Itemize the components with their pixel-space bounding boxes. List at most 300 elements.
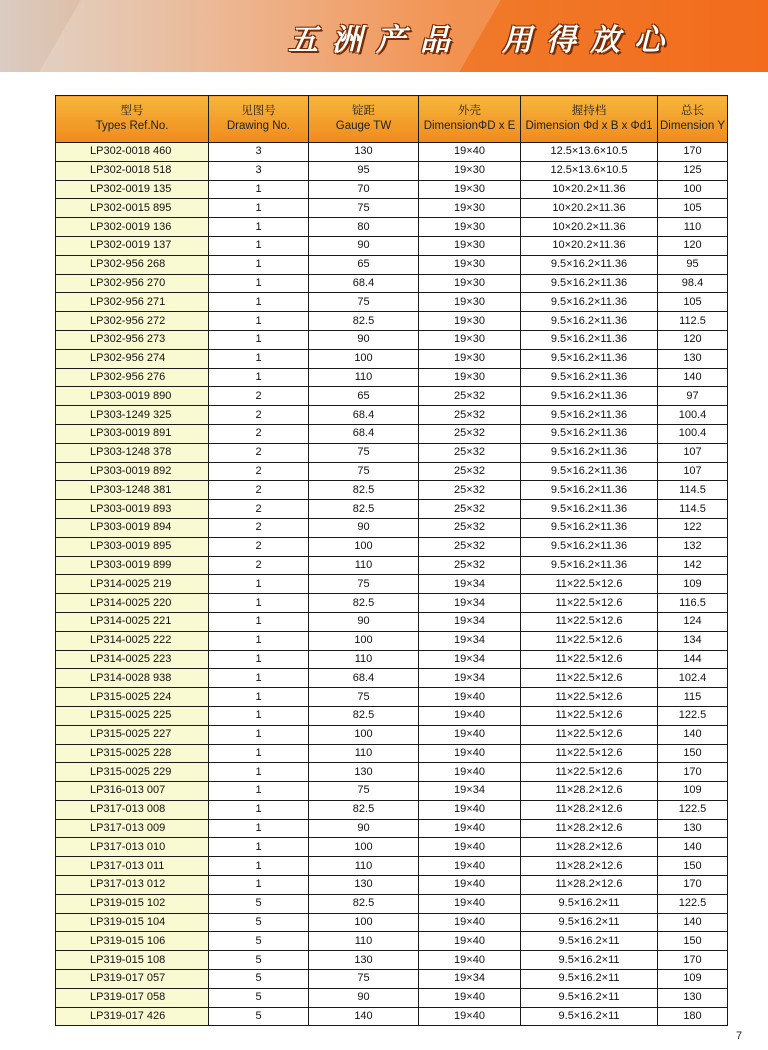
type-ref-cell: LP314-0025 222 xyxy=(56,631,209,650)
grip-dimension-cell: 11×22.5×12.6 xyxy=(521,594,658,613)
total-length-cell: 150 xyxy=(658,857,728,876)
table-row xyxy=(56,537,728,556)
drawing-no-cell: 5 xyxy=(209,913,309,932)
table-row xyxy=(56,876,728,895)
slogan-char: 放 xyxy=(590,23,620,58)
casing-dimension-cell: 19×30 xyxy=(419,312,521,331)
total-length-cell: 100 xyxy=(658,180,728,199)
drawing-no-cell: 5 xyxy=(209,1007,309,1026)
casing-dimension-cell: 19×40 xyxy=(419,988,521,1007)
grip-dimension-cell: 9.5×16.2×11 xyxy=(521,1007,658,1026)
total-length-cell: 130 xyxy=(658,349,728,368)
casing-dimension-cell: 19×30 xyxy=(419,274,521,293)
grip-dimension-cell: 9.5×16.2×11.36 xyxy=(521,330,658,349)
type-ref-cell: LP315-0025 224 xyxy=(56,688,209,707)
grip-dimension-cell: 9.5×16.2×11 xyxy=(521,970,658,989)
drawing-no-cell: 2 xyxy=(209,481,309,500)
type-ref-cell: LP317-013 011 xyxy=(56,857,209,876)
casing-dimension-cell: 25×32 xyxy=(419,556,521,575)
table-row xyxy=(56,556,728,575)
gauge-cell: 90 xyxy=(309,330,419,349)
drawing-no-cell: 1 xyxy=(209,876,309,895)
grip-dimension-cell: 11×22.5×12.6 xyxy=(521,612,658,631)
table-row xyxy=(56,218,728,237)
casing-dimension-cell: 25×32 xyxy=(419,481,521,500)
header-label-en: DimensionΦD x E xyxy=(423,120,516,132)
type-ref-cell: LP303-1248 381 xyxy=(56,481,209,500)
gauge-cell: 82.5 xyxy=(309,800,419,819)
total-length-cell: 102.4 xyxy=(658,669,728,688)
total-length-cell: 140 xyxy=(658,913,728,932)
gauge-cell: 75 xyxy=(309,688,419,707)
total-length-cell: 109 xyxy=(658,970,728,989)
grip-dimension-cell: 9.5×16.2×11.36 xyxy=(521,255,658,274)
casing-dimension-cell: 19×40 xyxy=(419,1007,521,1026)
total-length-cell: 180 xyxy=(658,1007,728,1026)
grip-dimension-cell: 10×20.2×11.36 xyxy=(521,218,658,237)
drawing-no-cell: 5 xyxy=(209,932,309,951)
table-row xyxy=(56,368,728,387)
type-ref-cell: LP317-013 010 xyxy=(56,838,209,857)
table-row xyxy=(56,688,728,707)
total-length-cell: 105 xyxy=(658,293,728,312)
type-ref-cell: LP319-015 104 xyxy=(56,913,209,932)
grip-dimension-cell: 9.5×16.2×11 xyxy=(521,913,658,932)
grip-dimension-cell: 11×28.2×12.6 xyxy=(521,838,658,857)
slogan-char: 产 xyxy=(376,23,406,58)
grip-dimension-cell: 10×20.2×11.36 xyxy=(521,236,658,255)
type-ref-cell: LP303-0019 892 xyxy=(56,462,209,481)
gauge-cell: 68.4 xyxy=(309,274,419,293)
drawing-no-cell: 1 xyxy=(209,594,309,613)
casing-dimension-cell: 19×40 xyxy=(419,763,521,782)
drawing-no-cell: 1 xyxy=(209,857,309,876)
grip-dimension-cell: 9.5×16.2×11.36 xyxy=(521,312,658,331)
casing-dimension-cell: 19×40 xyxy=(419,819,521,838)
table-row xyxy=(56,650,728,669)
table-row xyxy=(56,406,728,425)
table-row xyxy=(56,631,728,650)
gauge-cell: 75 xyxy=(309,293,419,312)
table-row xyxy=(56,199,728,218)
drawing-no-cell: 1 xyxy=(209,236,309,255)
casing-dimension-cell: 25×32 xyxy=(419,406,521,425)
drawing-no-cell: 3 xyxy=(209,143,309,162)
drawing-no-cell: 1 xyxy=(209,688,309,707)
drawing-no-cell: 2 xyxy=(209,556,309,575)
casing-dimension-cell: 19×30 xyxy=(419,161,521,180)
table-row xyxy=(56,330,728,349)
total-length-cell: 107 xyxy=(658,443,728,462)
casing-dimension-cell: 19×34 xyxy=(419,594,521,613)
drawing-no-cell: 1 xyxy=(209,725,309,744)
type-ref-cell: LP314-0025 223 xyxy=(56,650,209,669)
table-row xyxy=(56,951,728,970)
table-row xyxy=(56,725,728,744)
total-length-cell: 122 xyxy=(658,518,728,537)
total-length-cell: 97 xyxy=(658,387,728,406)
casing-dimension-cell: 19×40 xyxy=(419,143,521,162)
casing-dimension-cell: 19×40 xyxy=(419,876,521,895)
table-row xyxy=(56,312,728,331)
grip-dimension-cell: 11×22.5×12.6 xyxy=(521,725,658,744)
slogan-char: 五 xyxy=(288,23,318,58)
drawing-no-cell: 1 xyxy=(209,706,309,725)
total-length-cell: 120 xyxy=(658,236,728,255)
grip-dimension-cell: 9.5×16.2×11.36 xyxy=(521,293,658,312)
total-length-cell: 150 xyxy=(658,744,728,763)
casing-dimension-cell: 19×34 xyxy=(419,631,521,650)
header-label-en: Drawing No. xyxy=(226,120,291,132)
gauge-cell: 75 xyxy=(309,575,419,594)
type-ref-cell: LP319-015 108 xyxy=(56,951,209,970)
table-row xyxy=(56,161,728,180)
drawing-no-cell: 2 xyxy=(209,424,309,443)
type-ref-cell: LP315-0025 228 xyxy=(56,744,209,763)
grip-dimension-cell: 9.5×16.2×11.36 xyxy=(521,481,658,500)
drawing-no-cell: 2 xyxy=(209,462,309,481)
total-length-cell: 107 xyxy=(658,462,728,481)
total-length-cell: 116.5 xyxy=(658,594,728,613)
total-length-cell: 125 xyxy=(658,161,728,180)
total-length-cell: 170 xyxy=(658,876,728,895)
drawing-no-cell: 1 xyxy=(209,575,309,594)
gauge-cell: 90 xyxy=(309,612,419,631)
grip-dimension-cell: 11×22.5×12.6 xyxy=(521,763,658,782)
total-length-cell: 124 xyxy=(658,612,728,631)
total-length-cell: 120 xyxy=(658,330,728,349)
total-length-cell: 170 xyxy=(658,951,728,970)
casing-dimension-cell: 19×34 xyxy=(419,970,521,989)
casing-dimension-cell: 19×34 xyxy=(419,782,521,801)
type-ref-cell: LP302-956 271 xyxy=(56,293,209,312)
type-ref-cell: LP303-0019 894 xyxy=(56,518,209,537)
drawing-no-cell: 2 xyxy=(209,537,309,556)
type-ref-cell: LP303-1249 325 xyxy=(56,406,209,425)
grip-dimension-cell: 11×22.5×12.6 xyxy=(521,706,658,725)
drawing-no-cell: 1 xyxy=(209,631,309,650)
header-banner xyxy=(0,0,768,72)
casing-dimension-cell: 19×34 xyxy=(419,612,521,631)
table-row xyxy=(56,143,728,162)
gauge-cell: 110 xyxy=(309,857,419,876)
table-row xyxy=(56,763,728,782)
drawing-no-cell: 5 xyxy=(209,894,309,913)
total-length-cell: 122.5 xyxy=(658,706,728,725)
header-label-en: Types Ref.No. xyxy=(95,120,169,132)
table-row xyxy=(56,612,728,631)
total-length-cell: 134 xyxy=(658,631,728,650)
drawing-no-cell: 1 xyxy=(209,763,309,782)
casing-dimension-cell: 19×40 xyxy=(419,838,521,857)
type-ref-cell: LP303-0019 890 xyxy=(56,387,209,406)
total-length-cell: 142 xyxy=(658,556,728,575)
gauge-cell: 90 xyxy=(309,819,419,838)
grip-dimension-header xyxy=(521,96,658,143)
grip-dimension-cell: 9.5×16.2×11 xyxy=(521,932,658,951)
gauge-cell: 82.5 xyxy=(309,894,419,913)
drawing-no-cell: 2 xyxy=(209,443,309,462)
casing-dimension-cell: 25×32 xyxy=(419,443,521,462)
slogan-char: 品 xyxy=(420,23,450,58)
grip-dimension-cell: 11×22.5×12.6 xyxy=(521,744,658,763)
table-row xyxy=(56,800,728,819)
casing-dimension-cell: 19×40 xyxy=(419,857,521,876)
table-row xyxy=(56,782,728,801)
table-row xyxy=(56,293,728,312)
total-length-cell: 109 xyxy=(658,575,728,594)
gauge-cell: 82.5 xyxy=(309,312,419,331)
drawing-no-cell: 1 xyxy=(209,800,309,819)
drawing-no-cell: 1 xyxy=(209,199,309,218)
gauge-cell: 68.4 xyxy=(309,406,419,425)
total-length-cell: 150 xyxy=(658,932,728,951)
grip-dimension-cell: 9.5×16.2×11 xyxy=(521,894,658,913)
table-row xyxy=(56,857,728,876)
casing-dimension-cell: 19×40 xyxy=(419,951,521,970)
casing-dimension-cell: 19×40 xyxy=(419,913,521,932)
type-ref-cell: LP314-0025 221 xyxy=(56,612,209,631)
gauge-cell: 90 xyxy=(309,236,419,255)
total-length-cell: 100.4 xyxy=(658,424,728,443)
drawing-no-cell: 2 xyxy=(209,406,309,425)
type-ref-header xyxy=(56,96,209,143)
casing-dimension-cell: 19×30 xyxy=(419,180,521,199)
type-ref-cell: LP302-0018 460 xyxy=(56,143,209,162)
gauge-cell: 75 xyxy=(309,970,419,989)
header-label-cn: 握持档 xyxy=(571,105,607,117)
casing-dimension-cell: 19×40 xyxy=(419,894,521,913)
casing-dimension-cell: 19×30 xyxy=(419,349,521,368)
total-length-cell: 98.4 xyxy=(658,274,728,293)
drawing-no-cell: 1 xyxy=(209,612,309,631)
type-ref-cell: LP317-013 009 xyxy=(56,819,209,838)
total-length-cell: 140 xyxy=(658,838,728,857)
grip-dimension-cell: 11×22.5×12.6 xyxy=(521,669,658,688)
type-ref-cell: LP316-013 007 xyxy=(56,782,209,801)
casing-dimension-cell: 19×34 xyxy=(419,669,521,688)
total-length-header xyxy=(658,96,728,143)
slogan-char: 用 xyxy=(502,23,532,58)
casing-dimension-cell: 19×30 xyxy=(419,293,521,312)
casing-dimension-cell: 25×32 xyxy=(419,462,521,481)
casing-dimension-header xyxy=(419,96,521,143)
type-ref-cell: LP303-1248 378 xyxy=(56,443,209,462)
header-label-en: Dimension Y xyxy=(660,120,725,132)
casing-dimension-cell: 25×32 xyxy=(419,500,521,519)
total-length-cell: 140 xyxy=(658,368,728,387)
type-ref-cell: LP303-0019 895 xyxy=(56,537,209,556)
casing-dimension-cell: 19×40 xyxy=(419,725,521,744)
page-number: 7 xyxy=(736,1030,743,1042)
grip-dimension-cell: 9.5×16.2×11.36 xyxy=(521,537,658,556)
grip-dimension-cell: 11×22.5×12.6 xyxy=(521,575,658,594)
type-ref-cell: LP303-0019 893 xyxy=(56,500,209,519)
gauge-cell: 82.5 xyxy=(309,500,419,519)
grip-dimension-cell: 11×28.2×12.6 xyxy=(521,857,658,876)
type-ref-cell: LP302-0018 518 xyxy=(56,161,209,180)
casing-dimension-cell: 19×34 xyxy=(419,650,521,669)
type-ref-cell: LP317-013 008 xyxy=(56,800,209,819)
type-ref-cell: LP319-017 058 xyxy=(56,988,209,1007)
drawing-no-cell: 5 xyxy=(209,970,309,989)
drawing-no-cell: 1 xyxy=(209,744,309,763)
type-ref-cell: LP302-956 270 xyxy=(56,274,209,293)
type-ref-cell: LP319-015 102 xyxy=(56,894,209,913)
casing-dimension-cell: 19×30 xyxy=(419,218,521,237)
table-row xyxy=(56,424,728,443)
drawing-no-cell: 1 xyxy=(209,218,309,237)
table-row xyxy=(56,970,728,989)
drawing-no-cell: 1 xyxy=(209,368,309,387)
gauge-cell: 90 xyxy=(309,518,419,537)
casing-dimension-cell: 19×40 xyxy=(419,744,521,763)
table-row xyxy=(56,518,728,537)
table-row xyxy=(56,819,728,838)
type-ref-cell: LP317-013 012 xyxy=(56,876,209,895)
grip-dimension-cell: 9.5×16.2×11.36 xyxy=(521,443,658,462)
table-row xyxy=(56,894,728,913)
table-row xyxy=(56,236,728,255)
type-ref-cell: LP302-0019 135 xyxy=(56,180,209,199)
grip-dimension-cell: 11×28.2×12.6 xyxy=(521,876,658,895)
type-ref-cell: LP302-956 272 xyxy=(56,312,209,331)
casing-dimension-cell: 25×32 xyxy=(419,424,521,443)
total-length-cell: 144 xyxy=(658,650,728,669)
grip-dimension-cell: 9.5×16.2×11 xyxy=(521,988,658,1007)
table-row xyxy=(56,481,728,500)
table-row xyxy=(56,274,728,293)
spec-table xyxy=(55,95,728,1026)
grip-dimension-cell: 11×28.2×12.6 xyxy=(521,819,658,838)
type-ref-cell: LP315-0025 229 xyxy=(56,763,209,782)
grip-dimension-cell: 11×22.5×12.6 xyxy=(521,650,658,669)
casing-dimension-cell: 19×30 xyxy=(419,199,521,218)
casing-dimension-cell: 25×32 xyxy=(419,387,521,406)
gauge-cell: 75 xyxy=(309,443,419,462)
gauge-header xyxy=(309,96,419,143)
gauge-cell: 95 xyxy=(309,161,419,180)
grip-dimension-cell: 9.5×16.2×11.36 xyxy=(521,424,658,443)
drawing-no-cell: 1 xyxy=(209,819,309,838)
table-row xyxy=(56,180,728,199)
casing-dimension-cell: 19×30 xyxy=(419,255,521,274)
gauge-cell: 100 xyxy=(309,913,419,932)
casing-dimension-cell: 19×40 xyxy=(419,706,521,725)
table-header-row xyxy=(56,96,728,143)
table-row xyxy=(56,349,728,368)
grip-dimension-cell: 10×20.2×11.36 xyxy=(521,180,658,199)
table-row xyxy=(56,932,728,951)
total-length-cell: 100.4 xyxy=(658,406,728,425)
total-length-cell: 130 xyxy=(658,819,728,838)
grip-dimension-cell: 12.5×13.6×10.5 xyxy=(521,161,658,180)
table-body xyxy=(56,143,728,1026)
grip-dimension-cell: 10×20.2×11.36 xyxy=(521,199,658,218)
casing-dimension-cell: 19×30 xyxy=(419,368,521,387)
header-label-en: Dimension Φd x B x Φd1 xyxy=(525,120,653,132)
gauge-cell: 130 xyxy=(309,763,419,782)
type-ref-cell: LP302-0019 137 xyxy=(56,236,209,255)
table-row xyxy=(56,706,728,725)
table-row xyxy=(56,387,728,406)
drawing-no-cell: 5 xyxy=(209,988,309,1007)
drawing-no-cell: 3 xyxy=(209,161,309,180)
casing-dimension-cell: 19×40 xyxy=(419,932,521,951)
total-length-cell: 122.5 xyxy=(658,894,728,913)
total-length-cell: 132 xyxy=(658,537,728,556)
gauge-cell: 68.4 xyxy=(309,424,419,443)
gauge-cell: 140 xyxy=(309,1007,419,1026)
gauge-cell: 68.4 xyxy=(309,669,419,688)
gauge-cell: 82.5 xyxy=(309,481,419,500)
gauge-cell: 100 xyxy=(309,631,419,650)
drawing-no-cell: 1 xyxy=(209,669,309,688)
total-length-cell: 114.5 xyxy=(658,481,728,500)
type-ref-cell: LP315-0025 227 xyxy=(56,725,209,744)
gauge-cell: 82.5 xyxy=(309,594,419,613)
grip-dimension-cell: 9.5×16.2×11.36 xyxy=(521,387,658,406)
total-length-cell: 115 xyxy=(658,688,728,707)
gauge-cell: 110 xyxy=(309,932,419,951)
gauge-cell: 75 xyxy=(309,462,419,481)
slogan-char: 洲 xyxy=(332,23,362,58)
type-ref-cell: LP302-956 274 xyxy=(56,349,209,368)
grip-dimension-cell: 12.5×13.6×10.5 xyxy=(521,143,658,162)
grip-dimension-cell: 11×22.5×12.6 xyxy=(521,631,658,650)
table-row xyxy=(56,669,728,688)
table-row xyxy=(56,988,728,1007)
drawing-no-cell: 1 xyxy=(209,255,309,274)
table-row xyxy=(56,500,728,519)
casing-dimension-cell: 25×32 xyxy=(419,537,521,556)
gauge-cell: 75 xyxy=(309,199,419,218)
grip-dimension-cell: 9.5×16.2×11.36 xyxy=(521,518,658,537)
casing-dimension-cell: 19×40 xyxy=(419,688,521,707)
spec-table-container xyxy=(55,95,727,1026)
gauge-cell: 110 xyxy=(309,744,419,763)
slogan-char: 得 xyxy=(546,23,576,58)
type-ref-cell: LP314-0025 219 xyxy=(56,575,209,594)
type-ref-cell: LP303-0019 891 xyxy=(56,424,209,443)
gauge-cell: 110 xyxy=(309,368,419,387)
grip-dimension-cell: 11×22.5×12.6 xyxy=(521,688,658,707)
total-length-cell: 112.5 xyxy=(658,312,728,331)
gauge-cell: 90 xyxy=(309,988,419,1007)
type-ref-cell: LP315-0025 225 xyxy=(56,706,209,725)
type-ref-cell: LP319-017 426 xyxy=(56,1007,209,1026)
header-label-en: Gauge TW xyxy=(335,120,392,132)
casing-dimension-cell: 19×34 xyxy=(419,575,521,594)
total-length-cell: 122.5 xyxy=(658,800,728,819)
total-length-cell: 130 xyxy=(658,988,728,1007)
drawing-no-cell: 5 xyxy=(209,951,309,970)
gauge-cell: 130 xyxy=(309,143,419,162)
header-label-cn: 总长 xyxy=(681,105,704,117)
total-length-cell: 109 xyxy=(658,782,728,801)
drawing-no-cell: 2 xyxy=(209,518,309,537)
total-length-cell: 114.5 xyxy=(658,500,728,519)
gauge-cell: 100 xyxy=(309,349,419,368)
grip-dimension-cell: 9.5×16.2×11.36 xyxy=(521,556,658,575)
type-ref-cell: LP302-956 276 xyxy=(56,368,209,387)
gauge-cell: 110 xyxy=(309,650,419,669)
drawing-no-cell: 1 xyxy=(209,782,309,801)
table-row xyxy=(56,1007,728,1026)
type-ref-cell: LP314-0028 938 xyxy=(56,669,209,688)
drawing-no-cell: 1 xyxy=(209,180,309,199)
header-label-cn: 锭距 xyxy=(352,105,375,117)
